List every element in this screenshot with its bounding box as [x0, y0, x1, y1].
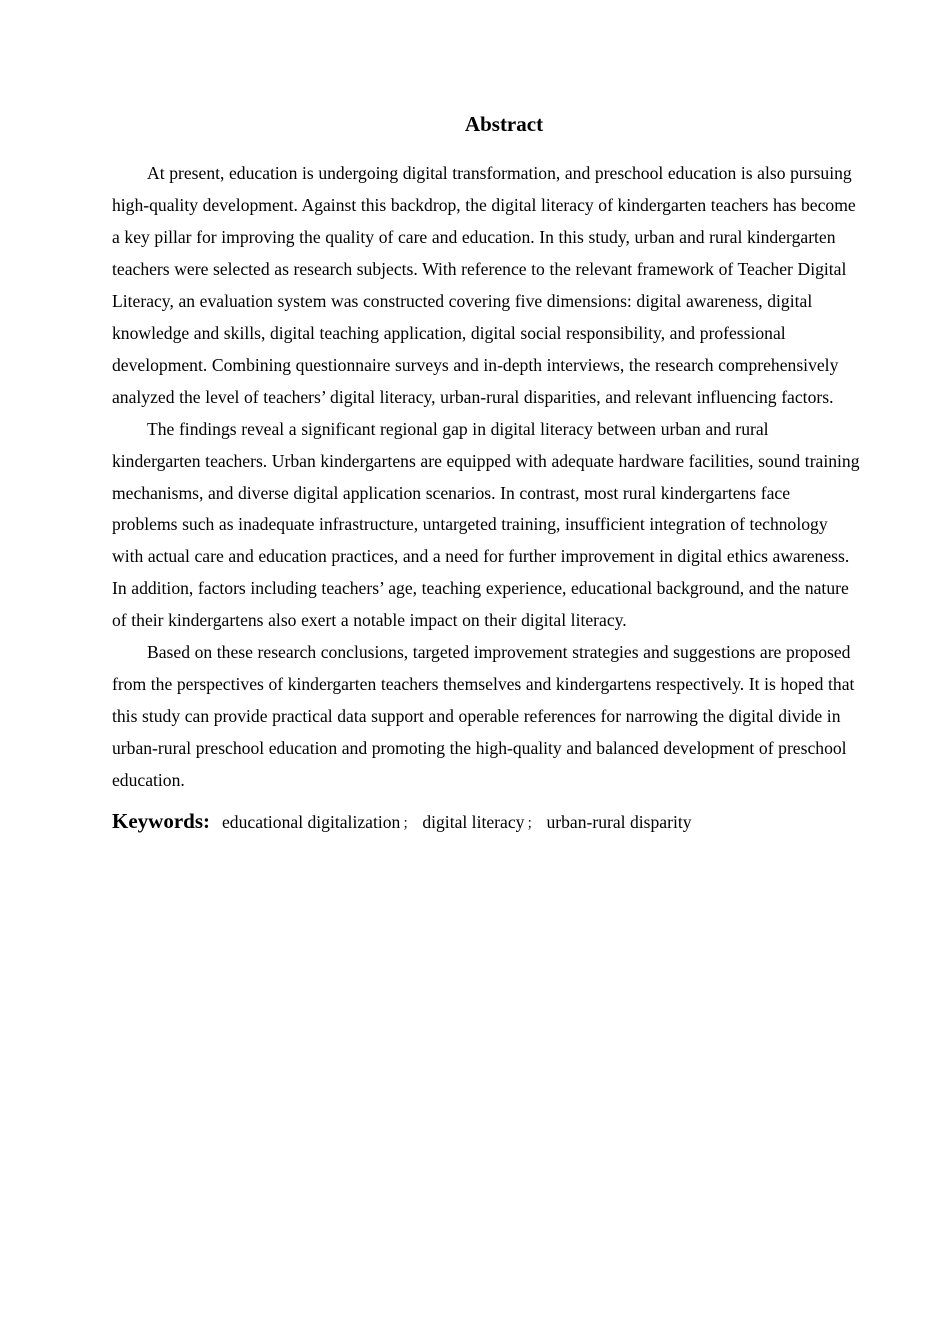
keyword-item: educational digitalization [222, 812, 401, 833]
abstract-paragraph-1: At present, education is undergoing digital transformation, and preschool education is also pursuing high-quality development. Against this backdrop, the digital literacy of kindergarten teachers has become a key pillar for improving the quality of care and education. In this study, urban and rural kindergarten teachers were selected as research subjects. With reference to the relevant framework of Teacher Digital Literacy, an evaluation system was constructed covering five dimensions: digital awareness, digital knowledge and skills, digital teaching application, digital social responsibility, and professional development. Combining questionnaire surveys and in-depth interviews, the research comprehensively analyzed the level of teachers’ digital literacy, urban-rural disparities, and relevant influencing factors. [112, 163, 856, 407]
abstract-paragraph-2: The findings reveal a significant regional gap in digital literacy between urban and rural kindergarten teachers. Urban kindergartens are equipped with adequate hardware facilities, sound training mechanisms, and diverse digital application scenarios. In contrast, most rural kindergartens face problems such as inadequate infrastructure, untargeted training, insufficient integration of technology with actual care and education practices, and a need for further improvement in digital ethics awareness. In addition, factors including teachers’ age, teaching experience, educational background, and the nature of their kindergartens also exert a notable impact on their digital literacy. [112, 418, 860, 631]
keyword-separator: ； [526, 816, 541, 833]
keyword-separator: ； [402, 816, 417, 833]
keywords-line [112, 805, 860, 840]
abstract-paragraph-3: Based on these research conclusions, targeted improvement strategies and suggestions are proposed from the perspectives of kindergarten teachers themselves and kindergartens respectively. It is hoped that this study can provide practical data support and operable references for narrowing the digital divide in urban-rural preschool education and promoting the high-quality and balanced development of preschool education. [112, 642, 855, 791]
abstract-title: Abstract [464, 112, 544, 136]
abstract-body [112, 158, 860, 797]
keyword-item: digital literacy [422, 812, 525, 833]
abstract-section [112, 108, 860, 840]
keywords-label: Keywords: [112, 809, 210, 834]
keyword-item: urban-rural disparity [546, 812, 692, 833]
